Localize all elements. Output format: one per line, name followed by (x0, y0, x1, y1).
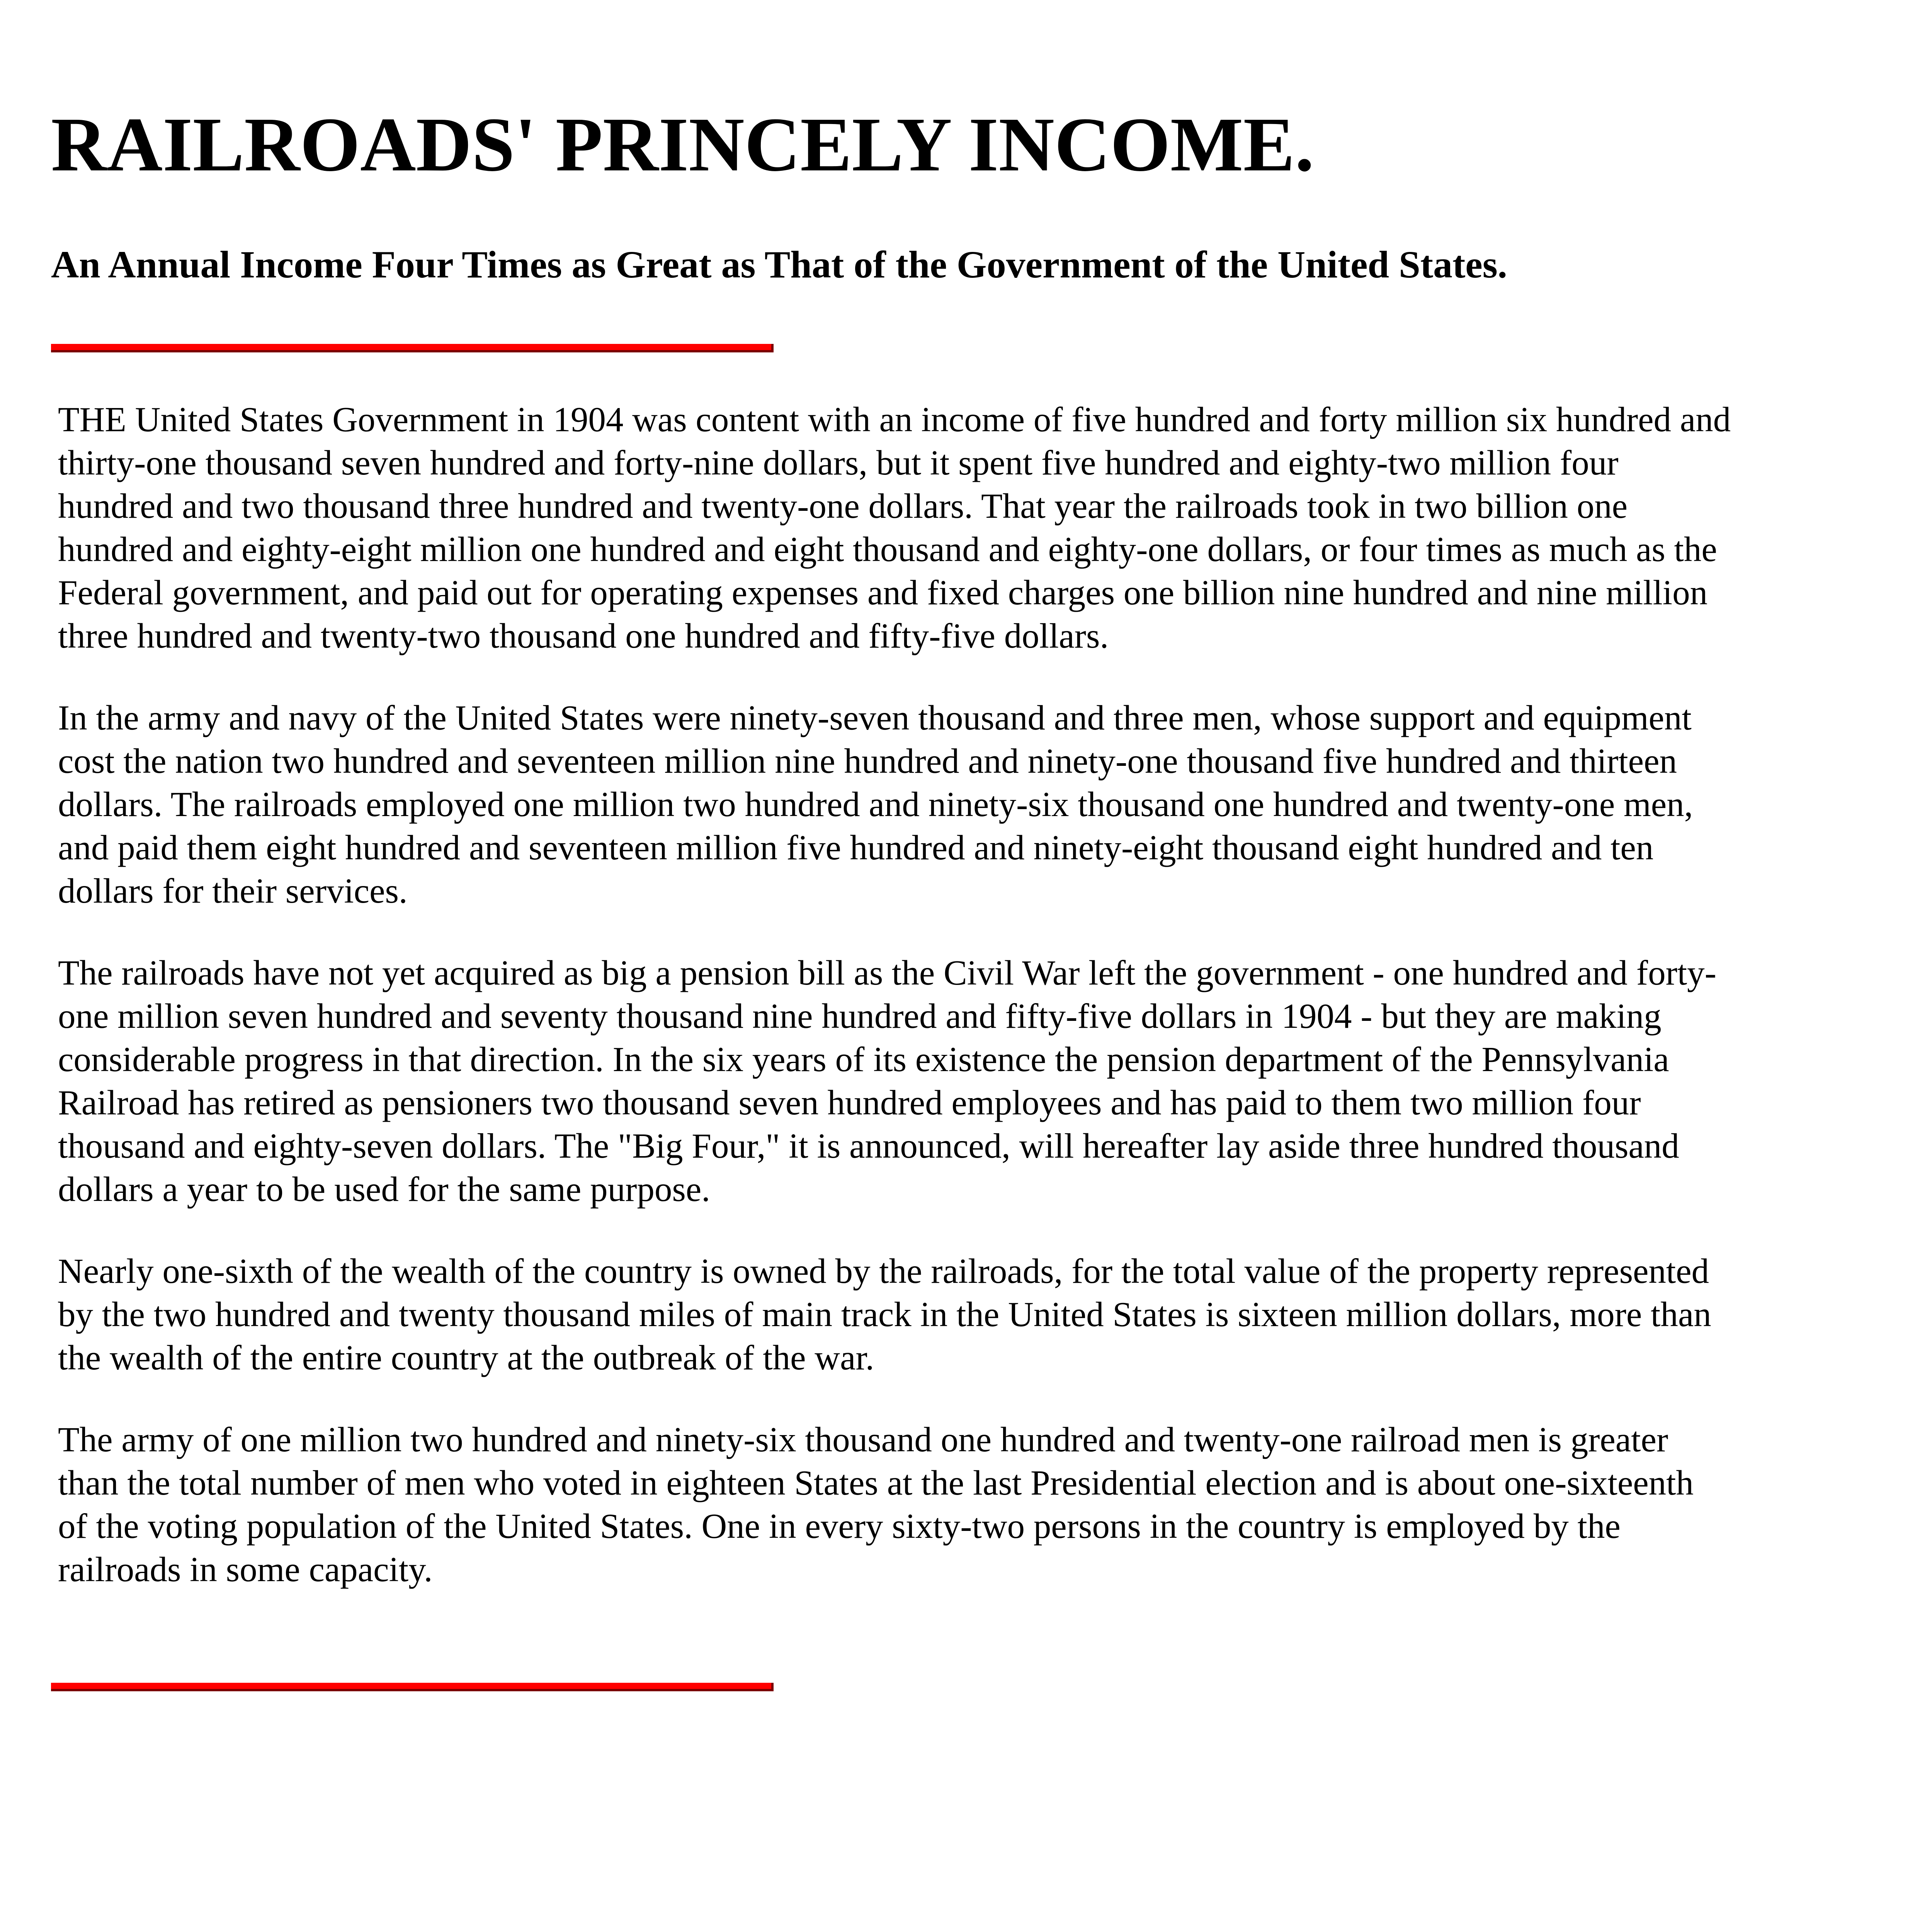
paragraph-1: THE United States Government in 1904 was content with an income of five hundred and forty million six hundred and thirty-one thousand seven hundred and forty-nine dollars, but it spent five hundred and eighty-two million four hundred and two thousand three hundred and twenty-one dollars. That year the railroads took in two billion one hundred and eighty-eight million one hundred and eight thousand and eighty-one dollars, or four times as much as the Federal government, and paid out for operating expenses and fixed charges one billion nine hundred and nine million three hundred and twenty-two thousand one hundred and fifty-five dollars. (58, 400, 1731, 655)
article-title: RAILROADS' PRINCELY INCOME. (51, 102, 1314, 187)
paragraph-4: Nearly one-sixth of the wealth of the country is owned by the railroads, for the total value of the property represented by the two hundred and twenty thousand miles of main track in the United States is sixteen million dollars, more than the wealth of the entire country at the outbreak of the war. (58, 1252, 1711, 1377)
paragraph-2: In the army and navy of the United States were ninety-seven thousand and three men, whose support and equipment cost the nation two hundred and seventeen million nine hundred and ninety-one thousand five hundred and thirteen dollars. The railroads employed one million two hundred and ninety-six thousand one hundred and twenty-one men, and paid them eight hundred and seventeen million five hundred and ninety-eight thousand eight hundred and ten dollars for their services. (58, 698, 1693, 910)
article-subtitle: An Annual Income Four Times as Great as That of the Government of the United States. (51, 243, 1507, 286)
paragraph-5: The army of one million two hundred and ninety-six thousand one hundred and twenty-one railroad men is greater than the total number of men who voted in eighteen States at the last Presidential election and is about one-sixteenth of the voting population of the United States. One in every sixty-two persons in the country is employed by the railroads in some capacity. (58, 1420, 1694, 1589)
top-divider (51, 344, 774, 352)
article-body (58, 398, 1731, 1630)
paragraph-3: The railroads have not yet acquired as big a pension bill as the Civil War left the government - one hundred and forty-one million seven hundred and seventy thousand nine hundred and fifty-five dollars in 1904 - but they are making considerable progress in that direction. In the six years of its existence the pension department of the Pennsylvania Railroad has retired as pensioners two thousand seven hundred employees and has paid to them two million four thousand and eighty-seven dollars. The "Big Four," it is announced, will hereafter lay aside three hundred thousand dollars a year to be used for the same purpose. (58, 953, 1716, 1209)
bottom-divider (51, 1683, 774, 1691)
